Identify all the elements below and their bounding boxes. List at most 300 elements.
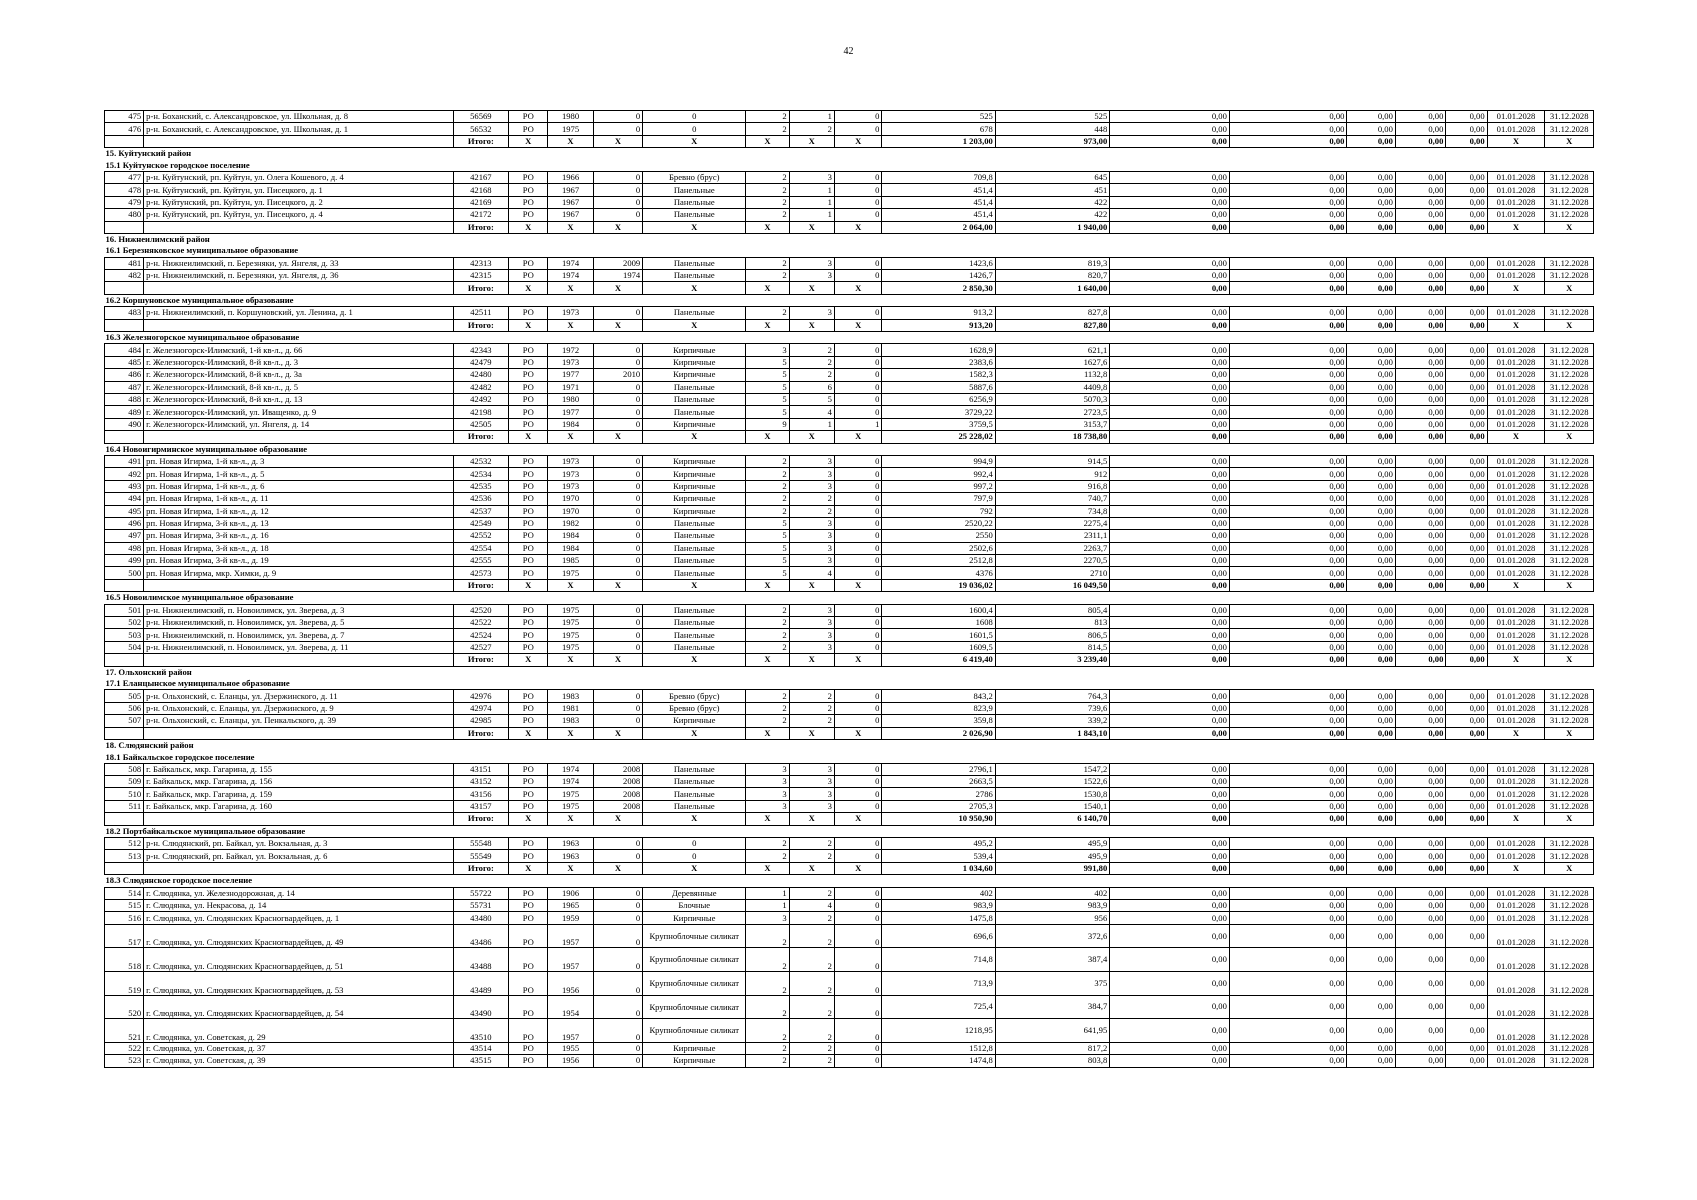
cost-v3: 0,00: [1347, 641, 1395, 653]
row-number: 516: [105, 912, 144, 924]
ownership: РО: [509, 111, 548, 123]
address: г. Железногорск-Илимский, 1-й кв-л., д. 66: [144, 344, 453, 356]
cost-v5: 0,00: [1446, 468, 1487, 480]
ownership: РО: [509, 948, 548, 972]
cell-x-rec: X: [593, 221, 642, 233]
row-number: 512: [105, 838, 144, 850]
house-code: 42536: [453, 493, 509, 505]
cell-x-rec: X: [593, 862, 642, 874]
cost-v1: 0,00: [1110, 971, 1230, 995]
table-row: [105, 307, 1594, 319]
total-area: 997,2: [882, 480, 995, 492]
floors: 2: [746, 948, 789, 972]
reconstruction-year: 0: [593, 924, 642, 948]
cost-v1: 0,00: [1110, 555, 1230, 567]
elevators: 0: [834, 356, 881, 368]
end-date: 31.12.2028: [1545, 715, 1594, 727]
cost-v4: 0,00: [1395, 307, 1446, 319]
ownership: РО: [509, 702, 548, 714]
entrances: 5: [789, 393, 834, 405]
total-row: [105, 813, 1594, 825]
ownership: РО: [509, 270, 548, 282]
reconstruction-year: 0: [593, 418, 642, 430]
start-date: 01.01.2028: [1487, 1042, 1545, 1054]
row-number: 475: [105, 111, 144, 123]
total-area-2: 1 940,00: [995, 221, 1109, 233]
row-number: 480: [105, 209, 144, 221]
address: г. Байкальск, мкр. Гагарина, д. 155: [144, 763, 453, 775]
total-v5: 0,00: [1446, 862, 1487, 874]
floors: 5: [746, 406, 789, 418]
reconstruction-year: 0: [593, 715, 642, 727]
cost-v4: 0,00: [1395, 468, 1446, 480]
living-area: 740,7: [995, 493, 1109, 505]
end-date: 31.12.2028: [1545, 542, 1594, 554]
elevators: 0: [834, 468, 881, 480]
entrances: 1: [789, 418, 834, 430]
cell-x-own: X: [509, 654, 548, 666]
section-heading: 17. Ольхонский район: [105, 666, 192, 677]
cell-empty: [144, 579, 453, 591]
cost-v5: 0,00: [1446, 369, 1487, 381]
address: р-н. Нижнеилимский, п. Березняки, ул. Янгеля, д. 33: [144, 257, 453, 269]
table-row: [105, 517, 1594, 529]
start-date: 01.01.2028: [1487, 393, 1545, 405]
floors: 2: [746, 270, 789, 282]
ownership: РО: [509, 912, 548, 924]
table-row: [105, 763, 1594, 775]
cell-empty: [144, 862, 453, 874]
address: р-н. Нижнеилимский, п. Новоилимск, ул. Зверева, д. 7: [144, 629, 453, 641]
ownership: РО: [509, 900, 548, 912]
elevators: 0: [834, 505, 881, 517]
cost-v5: 0,00: [1446, 1055, 1487, 1067]
house-code: 42167: [453, 171, 509, 183]
address: рп. Новая Игирма, 1-й кв-л., д. 3: [144, 455, 453, 467]
living-area: 451: [995, 184, 1109, 196]
floors: 5: [746, 542, 789, 554]
ownership: РО: [509, 530, 548, 542]
address: г. Железногорск-Илимский, ул. Иващенко, д. 9: [144, 406, 453, 418]
total-area: 1426,7: [882, 270, 995, 282]
floors: 2: [746, 1055, 789, 1067]
cost-v2: 0,00: [1229, 111, 1347, 123]
total-v4: 0,00: [1395, 282, 1446, 294]
ownership: РО: [509, 406, 548, 418]
cost-v2: 0,00: [1229, 209, 1347, 221]
floors: 2: [746, 209, 789, 221]
ownership: РО: [509, 493, 548, 505]
build-year: 1973: [548, 307, 593, 319]
ownership: РО: [509, 517, 548, 529]
elevators: 0: [834, 567, 881, 579]
floors: 2: [746, 123, 789, 135]
floors: 1: [746, 900, 789, 912]
living-area: 1540,1: [995, 800, 1109, 812]
cost-v4: 0,00: [1395, 171, 1446, 183]
start-date: 01.01.2028: [1487, 800, 1545, 812]
cost-v4: 0,00: [1395, 641, 1446, 653]
cost-v4: 0,00: [1395, 111, 1446, 123]
floors: 9: [746, 418, 789, 430]
reconstruction-year: 0: [593, 196, 642, 208]
table-row: [105, 850, 1594, 862]
cost-v2: 0,00: [1229, 517, 1347, 529]
cost-v5: 0,00: [1446, 171, 1487, 183]
cell-x-fl: X: [746, 319, 789, 331]
cost-v1: 0,00: [1110, 196, 1230, 208]
row-number: 520: [105, 995, 144, 1019]
elevators: 0: [834, 800, 881, 812]
living-area: 2263,7: [995, 542, 1109, 554]
house-code: 42522: [453, 617, 509, 629]
start-date: 01.01.2028: [1487, 270, 1545, 282]
reconstruction-year: 0: [593, 468, 642, 480]
cell-x-mat: X: [643, 221, 746, 233]
cost-v3: 0,00: [1347, 468, 1395, 480]
total-v3: 0,00: [1347, 282, 1395, 294]
reconstruction-year: 0: [593, 702, 642, 714]
ownership: РО: [509, 505, 548, 517]
living-area: 739,6: [995, 702, 1109, 714]
total-label: Итого:: [453, 221, 509, 233]
cost-v3: 0,00: [1347, 480, 1395, 492]
table-row: [105, 542, 1594, 554]
cell-x-own: X: [509, 319, 548, 331]
section-heading-row: [105, 678, 1594, 690]
cell-x-el: X: [834, 319, 881, 331]
cost-v1: 0,00: [1110, 542, 1230, 554]
row-number: 489: [105, 406, 144, 418]
total-area: 3759,5: [882, 418, 995, 430]
table-row: [105, 912, 1594, 924]
section-heading: 15.1 Куйтунское городское поселение: [105, 159, 250, 170]
start-date: 01.01.2028: [1487, 171, 1545, 183]
total-label: Итого:: [453, 431, 509, 443]
cell-x-d2: X: [1545, 221, 1594, 233]
cost-v5: 0,00: [1446, 123, 1487, 135]
entrances: 3: [789, 530, 834, 542]
table-row: [105, 838, 1594, 850]
section-heading-row: [105, 233, 1594, 245]
build-year: 1984: [548, 530, 593, 542]
entrances: 2: [789, 344, 834, 356]
cost-v4: 0,00: [1395, 406, 1446, 418]
cell-x-d2: X: [1545, 862, 1594, 874]
house-code: 42532: [453, 455, 509, 467]
ownership: РО: [509, 995, 548, 1019]
cost-v5: 0,00: [1446, 702, 1487, 714]
cost-v2: 0,00: [1229, 702, 1347, 714]
table-row: [105, 171, 1594, 183]
cost-v5: 0,00: [1446, 257, 1487, 269]
cost-v1: 0,00: [1110, 209, 1230, 221]
row-number: 513: [105, 850, 144, 862]
floors: 2: [746, 838, 789, 850]
start-date: 01.01.2028: [1487, 493, 1545, 505]
floors: 5: [746, 517, 789, 529]
total-v1: 0,00: [1110, 579, 1230, 591]
cost-v5: 0,00: [1446, 111, 1487, 123]
floors: 2: [746, 196, 789, 208]
floors: 2: [746, 493, 789, 505]
reconstruction-year: 2008: [593, 763, 642, 775]
address: р-н. Куйтунский, рп. Куйтун, ул. Писецкого, д. 4: [144, 209, 453, 221]
build-year: 1975: [548, 604, 593, 616]
cost-v1: 0,00: [1110, 393, 1230, 405]
cost-v5: 0,00: [1446, 542, 1487, 554]
cost-v5: 0,00: [1446, 995, 1487, 1019]
floors: 3: [746, 788, 789, 800]
entrances: 1: [789, 196, 834, 208]
start-date: 01.01.2028: [1487, 995, 1545, 1019]
living-area: 621,1: [995, 344, 1109, 356]
end-date: 31.12.2028: [1545, 838, 1594, 850]
start-date: 01.01.2028: [1487, 505, 1545, 517]
cost-v5: 0,00: [1446, 1019, 1487, 1043]
reconstruction-year: 0: [593, 900, 642, 912]
reconstruction-year: 0: [593, 493, 642, 505]
house-code: 43489: [453, 971, 509, 995]
floors: 2: [746, 702, 789, 714]
entrances: 3: [789, 257, 834, 269]
cell-x-year: X: [548, 579, 593, 591]
table-row: [105, 567, 1594, 579]
cost-v4: 0,00: [1395, 702, 1446, 714]
reconstruction-year: 0: [593, 111, 642, 123]
cell-x-d1: X: [1487, 862, 1545, 874]
cost-v4: 0,00: [1395, 381, 1446, 393]
floors: 2: [746, 171, 789, 183]
total-v4: 0,00: [1395, 221, 1446, 233]
cost-v2: 0,00: [1229, 418, 1347, 430]
cell-x-el: X: [834, 579, 881, 591]
cost-v2: 0,00: [1229, 617, 1347, 629]
cell-x-d2: X: [1545, 319, 1594, 331]
cell-x-d1: X: [1487, 221, 1545, 233]
total-v4: 0,00: [1395, 135, 1446, 147]
cell-x-fl: X: [746, 813, 789, 825]
address: рп. Новая Игирма, 3-й кв-л., д. 16: [144, 530, 453, 542]
cost-v3: 0,00: [1347, 715, 1395, 727]
address: рп. Новая Игирма, 1-й кв-л., д. 6: [144, 480, 453, 492]
cost-v1: 0,00: [1110, 505, 1230, 517]
total-v5: 0,00: [1446, 221, 1487, 233]
wall-material: Кирпичные: [643, 344, 746, 356]
house-code: 42482: [453, 381, 509, 393]
cost-v4: 0,00: [1395, 1055, 1446, 1067]
cost-v3: 0,00: [1347, 912, 1395, 924]
start-date: 01.01.2028: [1487, 776, 1545, 788]
total-label: Итого:: [453, 135, 509, 147]
start-date: 01.01.2028: [1487, 468, 1545, 480]
house-code: 42343: [453, 344, 509, 356]
row-number: 519: [105, 971, 144, 995]
living-area: 734,8: [995, 505, 1109, 517]
build-year: 1980: [548, 111, 593, 123]
section-heading-row: [105, 245, 1594, 257]
address: рп. Новая Игирма, 1-й кв-л., д. 5: [144, 468, 453, 480]
elevators: 0: [834, 1042, 881, 1054]
reconstruction-year: 2010: [593, 369, 642, 381]
cost-v3: 0,00: [1347, 776, 1395, 788]
ownership: РО: [509, 542, 548, 554]
build-year: 1963: [548, 838, 593, 850]
cell-x-fl: X: [746, 579, 789, 591]
section-heading-row: [105, 666, 1594, 678]
build-year: 1970: [548, 505, 593, 517]
living-area: 827,8: [995, 307, 1109, 319]
house-code: 55548: [453, 838, 509, 850]
cell-x-d1: X: [1487, 727, 1545, 739]
elevators: 0: [834, 971, 881, 995]
elevators: 0: [834, 455, 881, 467]
wall-material: Крупноблочные силикат: [643, 1019, 746, 1043]
cost-v5: 0,00: [1446, 641, 1487, 653]
cost-v2: 0,00: [1229, 900, 1347, 912]
floors: 2: [746, 480, 789, 492]
cost-v3: 0,00: [1347, 555, 1395, 567]
house-code: 42505: [453, 418, 509, 430]
cost-v3: 0,00: [1347, 1055, 1395, 1067]
house-code: 42492: [453, 393, 509, 405]
cell-x-d1: X: [1487, 135, 1545, 147]
cost-v5: 0,00: [1446, 971, 1487, 995]
total-area: 2663,5: [882, 776, 995, 788]
cell-x-el: X: [834, 813, 881, 825]
cell-x-mat: X: [643, 862, 746, 874]
address: р-н. Ольхонский, с. Еланцы, ул. Дзержинского, д. 9: [144, 702, 453, 714]
floors: 2: [746, 257, 789, 269]
cost-v1: 0,00: [1110, 517, 1230, 529]
total-area: 792: [882, 505, 995, 517]
floors: 3: [746, 800, 789, 812]
floors: 5: [746, 530, 789, 542]
elevators: 0: [834, 763, 881, 775]
floors: 2: [746, 850, 789, 862]
cost-v1: 0,00: [1110, 629, 1230, 641]
cost-v1: 0,00: [1110, 567, 1230, 579]
cost-v3: 0,00: [1347, 1019, 1395, 1043]
reconstruction-year: 0: [593, 455, 642, 467]
house-code: 42313: [453, 257, 509, 269]
cell-empty: [105, 135, 144, 147]
build-year: 1975: [548, 788, 593, 800]
cell-x-el: X: [834, 431, 881, 443]
total-area: 725,4: [882, 995, 995, 1019]
cost-v4: 0,00: [1395, 257, 1446, 269]
entrances: 3: [789, 604, 834, 616]
floors: 2: [746, 924, 789, 948]
cost-v2: 0,00: [1229, 406, 1347, 418]
total-v2: 0,00: [1229, 862, 1347, 874]
elevators: 0: [834, 617, 881, 629]
living-area: 1547,2: [995, 763, 1109, 775]
cost-v1: 0,00: [1110, 800, 1230, 812]
build-year: 1975: [548, 629, 593, 641]
total-label: Итого:: [453, 727, 509, 739]
reconstruction-year: 0: [593, 887, 642, 899]
cost-v5: 0,00: [1446, 356, 1487, 368]
cost-v1: 0,00: [1110, 123, 1230, 135]
cell-x-mat: X: [643, 579, 746, 591]
cost-v5: 0,00: [1446, 270, 1487, 282]
cell-x-en: X: [789, 319, 834, 331]
section-heading: 18.2 Портбайкальское муниципальное образование: [105, 825, 306, 836]
floors: 2: [746, 715, 789, 727]
reconstruction-year: 0: [593, 505, 642, 517]
table-row: [105, 924, 1594, 948]
total-v1: 0,00: [1110, 813, 1230, 825]
cell-x-mat: X: [643, 431, 746, 443]
total-area-2: 973,00: [995, 135, 1109, 147]
wall-material: Панельные: [643, 406, 746, 418]
start-date: 01.01.2028: [1487, 555, 1545, 567]
row-number: 483: [105, 307, 144, 319]
cost-v1: 0,00: [1110, 641, 1230, 653]
cell-empty: [105, 282, 144, 294]
table-row: [105, 971, 1594, 995]
total-area-1: 2 850,30: [882, 282, 995, 294]
reconstruction-year: 0: [593, 995, 642, 1019]
table-row: [105, 123, 1594, 135]
cost-v4: 0,00: [1395, 517, 1446, 529]
elevators: 0: [834, 381, 881, 393]
total-area: 1628,9: [882, 344, 995, 356]
reconstruction-year: 0: [593, 850, 642, 862]
build-year: 1974: [548, 257, 593, 269]
table-row: [105, 555, 1594, 567]
floors: 3: [746, 763, 789, 775]
cost-v4: 0,00: [1395, 690, 1446, 702]
floors: 2: [746, 604, 789, 616]
cell-empty: [144, 135, 453, 147]
end-date: 31.12.2028: [1545, 517, 1594, 529]
wall-material: Кирпичные: [643, 715, 746, 727]
end-date: 31.12.2028: [1545, 912, 1594, 924]
cost-v4: 0,00: [1395, 604, 1446, 616]
row-number: 482: [105, 270, 144, 282]
total-v1: 0,00: [1110, 221, 1230, 233]
cell-empty: [144, 282, 453, 294]
cell-x-rec: X: [593, 654, 642, 666]
cost-v2: 0,00: [1229, 838, 1347, 850]
total-v4: 0,00: [1395, 813, 1446, 825]
cell-x-year: X: [548, 813, 593, 825]
cost-v2: 0,00: [1229, 393, 1347, 405]
cost-v1: 0,00: [1110, 1055, 1230, 1067]
ownership: РО: [509, 455, 548, 467]
table-row: [105, 493, 1594, 505]
total-area: 713,9: [882, 971, 995, 995]
cell-x-own: X: [509, 579, 548, 591]
cost-v5: 0,00: [1446, 381, 1487, 393]
reconstruction-year: 0: [593, 629, 642, 641]
end-date: 31.12.2028: [1545, 800, 1594, 812]
living-area: 2311,1: [995, 530, 1109, 542]
total-row: [105, 319, 1594, 331]
start-date: 01.01.2028: [1487, 406, 1545, 418]
cell-x-en: X: [789, 431, 834, 443]
total-area: 402: [882, 887, 995, 899]
cost-v4: 0,00: [1395, 617, 1446, 629]
entrances: 2: [789, 123, 834, 135]
row-number: 478: [105, 184, 144, 196]
total-area-1: 1 034,60: [882, 862, 995, 874]
entrances: 2: [789, 369, 834, 381]
living-area: 817,2: [995, 1042, 1109, 1054]
elevators: 0: [834, 838, 881, 850]
